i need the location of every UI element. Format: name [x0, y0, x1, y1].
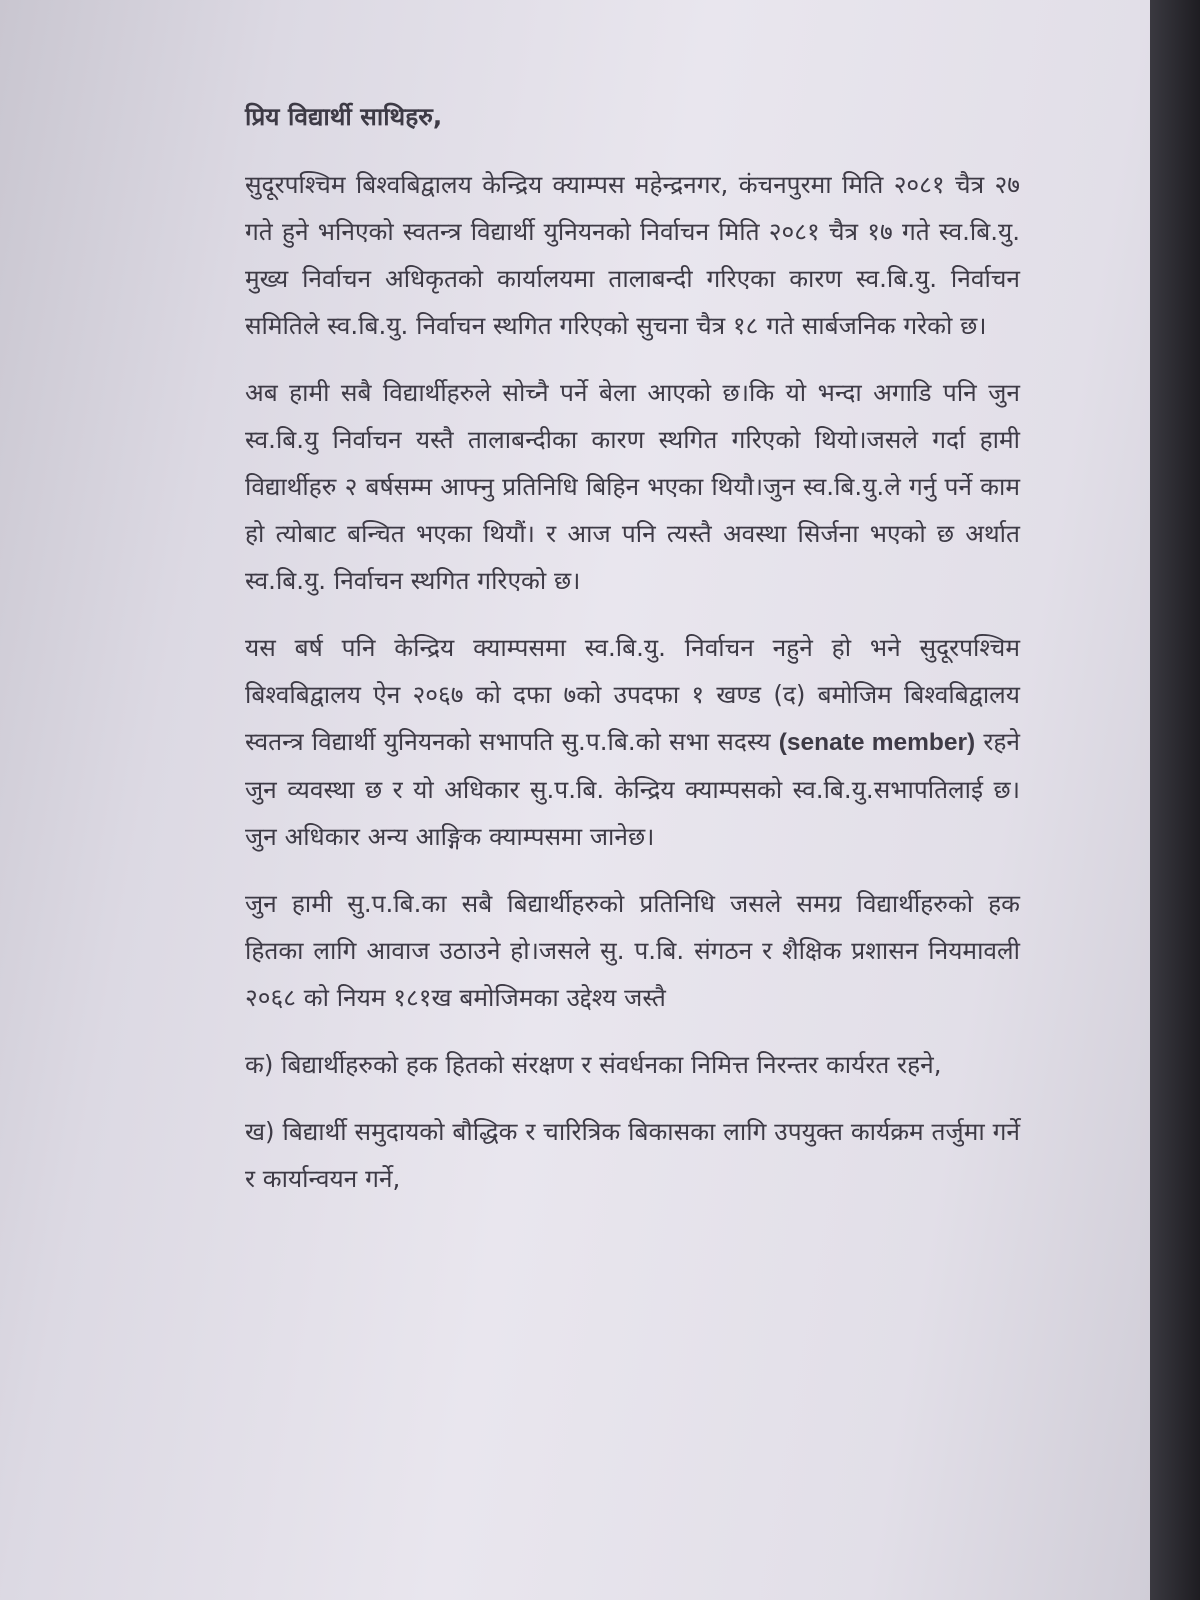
salutation: प्रिय विद्यार्थी साथिहरु, [245, 102, 443, 131]
paragraph-senate-text-1: यस बर्ष पनि केन्द्रिय क्याम्पसमा स्व.बि.यु. निर्वाचन नहुने हो भने सुदूरपश्चिम बिश्वबिद्वालय ऐन २०६७ को दफा ७को उपदफा १ खण्ड (द) बमोजिम बिश्वबिद्वालय स्वतन्त्र विद्यार्थी युनियनको सभापति सु.प.बि.को सभा सदस्य [245, 633, 1020, 756]
paragraph-senate-member [245, 624, 1020, 860]
letter-body [245, 95, 1020, 1222]
paragraph-past-postponement: अब हामी सबै विद्यार्थीहरुले सोच्नै पर्ने बेला आएको छ।कि यो भन्दा अगाडि पनि जुन स्व.बि.यु निर्वाचन यस्तै तालाबन्दीका कारण स्थगित गरिएको थियो।जसले गर्दा हामी विद्यार्थीहरु २ बर्षसम्म आफ्नु प्रतिनिधि बिहिन भएका थियौ।जुन स्व.बि.यु.ले गर्नु पर्ने काम हो त्योबाट बन्चित भएका थियौं। र आज पनि त्यस्तै अवस्था सिर्जना भएको छ अर्थात स्व.बि.यु. निर्वाचन स्थगित गरिएको छ। [245, 378, 1020, 595]
paragraph-student-representative: जुन हामी सु.प.बि.का सबै बिद्यार्थीहरुको प्रतिनिधि जसले समग्र विद्यार्थीहरुको हक हितका लागि आवाज उठाउने हो।जसले सु. प.बि. संगठन र शैक्षिक प्रशासन नियमावली २०६८ को नियम १८१ख बमोजिमका उद्देश्य जस्तै [245, 889, 1020, 1012]
senate-member-term: (senate member) [778, 729, 976, 756]
list-item-ka: क) बिद्यार्थीहरुको हक हितको संरक्षण र संवर्धनका निमित्त निरन्तर कार्यरत रहने, [245, 1050, 942, 1079]
paragraph-senate-text-2: रहने जुन व्यवस्था छ र यो अधिकार सु.प.बि. केन्द्रिय क्याम्पसको स्व.बि.यु.सभापतिलाई छ। जुन अधिकार अन्य आङ्गिक क्याम्पसमा जानेछ। [245, 727, 1020, 851]
paragraph-election-notice: सुदूरपश्चिम बिश्वबिद्वालय केन्द्रिय क्याम्पस महेन्द्रनगर, कंचनपुरमा मिति २०८१ चैत्र २७ गते हुने भनिएको स्वतन्त्र विद्यार्थी युनियनको निर्वाचन मिति २०८१ चैत्र १७ गते स्व.बि.यु. मुख्य निर्वाचन अधिकृतको कार्यालयमा तालाबन्दी गरिएका कारण स्व.बि.यु. निर्वाचन समितिले स्व.बि.यु. निर्वाचन स्थगित गरिएको सुचना चैत्र १८ गते सार्बजनिक गरेको छ। [245, 170, 1020, 340]
list-item-kha: ख) बिद्यार्थी समुदायको बौद्धिक र चारित्रिक बिकासका लागि उपयुक्त कार्यक्रम तर्जुमा गर्ने र कार्यान्वयन गर्ने, [245, 1117, 1020, 1193]
background-shadow [1150, 0, 1200, 1600]
